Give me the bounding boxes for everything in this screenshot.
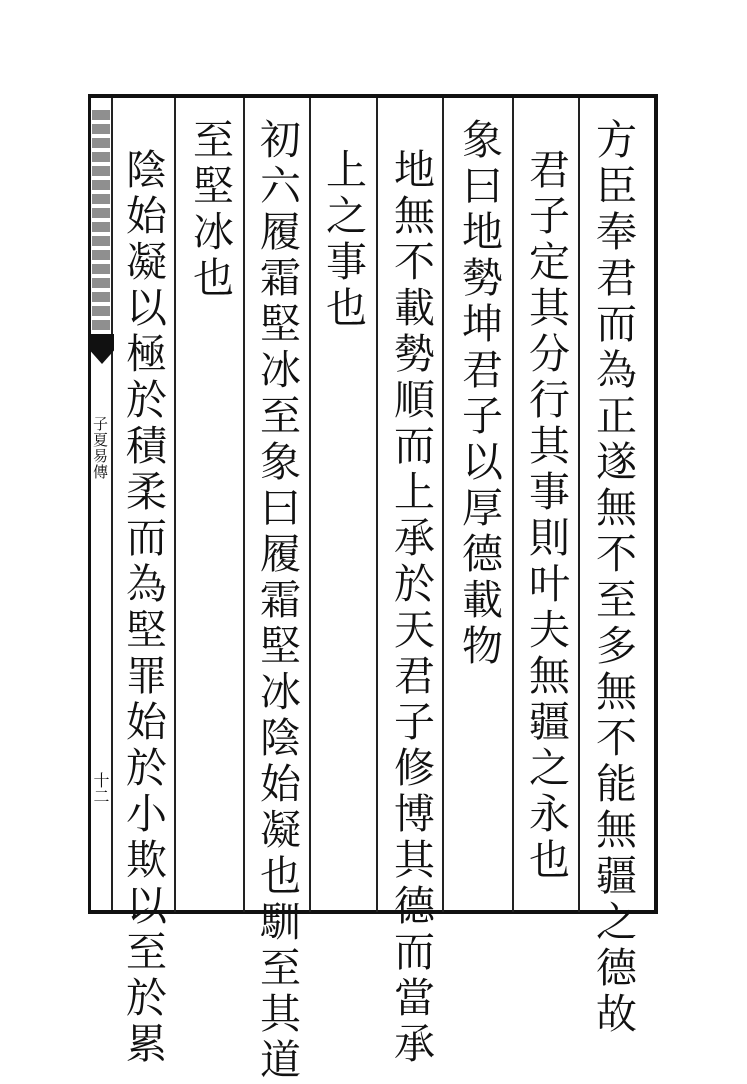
text-column-8: 陰始凝以極於積柔而為堅罪始於小欺以至於累 — [119, 148, 167, 1068]
column-rule — [512, 98, 514, 912]
text-column-7: 至堅冰也 — [186, 118, 234, 302]
text-column-6: 初六履霜堅冰至象曰履霜堅冰陰始凝也馴至其道 — [253, 118, 301, 1084]
column-rule — [376, 98, 378, 912]
text-column-2: 君子定其分行其事則叶夫無疆之永也 — [522, 148, 570, 884]
column-rule — [243, 98, 245, 912]
text-column-1: 方臣奉君而為正遂無不至多無不能無疆之德故 — [589, 118, 637, 1038]
column-rule — [309, 98, 311, 912]
page-number: 十二 — [91, 772, 110, 804]
margin-title-block — [92, 110, 110, 340]
text-column-4: 地無不載勢順而上承於天君子修博其德而當承 — [387, 148, 435, 1068]
text-column-3: 象曰地勢坤君子以厚德載物 — [455, 118, 503, 670]
column-rule — [442, 98, 444, 912]
column-rule — [174, 98, 176, 912]
text-column-5: 上之事也 — [319, 148, 367, 332]
book-title: 子夏易傳 — [91, 416, 109, 480]
column-rule — [578, 98, 580, 912]
